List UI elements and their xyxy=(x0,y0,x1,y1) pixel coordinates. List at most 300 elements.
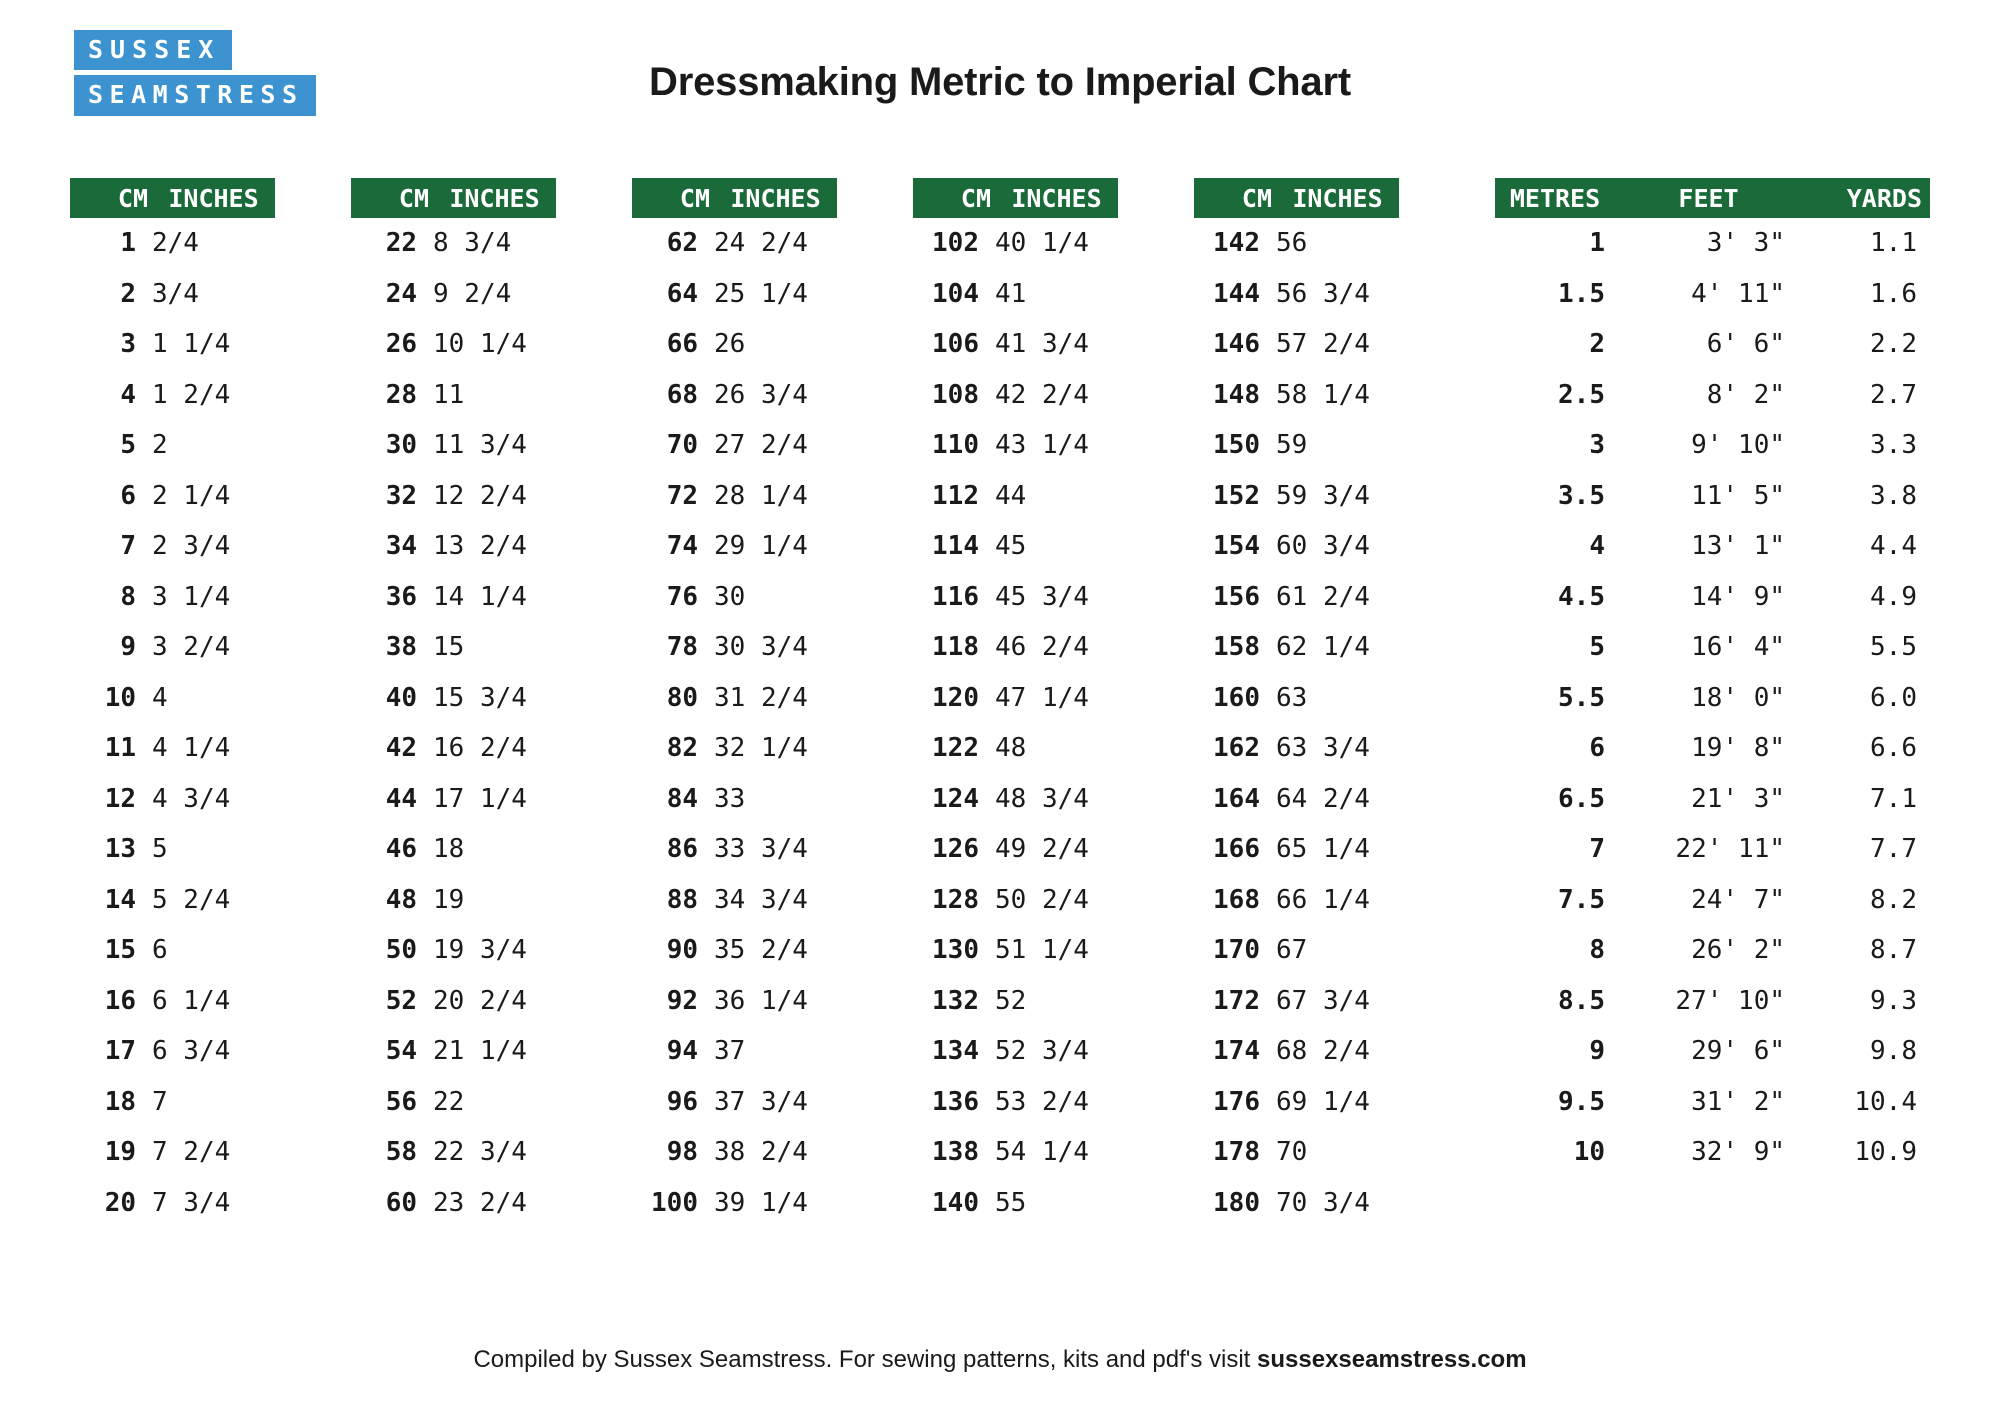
cell-inches: 3 2/4 xyxy=(152,632,231,662)
table-row xyxy=(351,976,632,1027)
cell-inches: 30 3/4 xyxy=(714,632,808,662)
cell-cm: 152 xyxy=(1213,480,1260,511)
cell-cm: 122 xyxy=(932,733,979,763)
page-title: Dressmaking Metric to Imperial Chart xyxy=(649,60,1351,104)
cell-cm: 76 xyxy=(666,581,698,612)
cell-inches: 19 xyxy=(433,884,465,915)
cell-inches: 49 2/4 xyxy=(995,834,1089,864)
cell-cm: 158 xyxy=(1213,632,1260,662)
cell-inches: 38 2/4 xyxy=(714,1137,808,1167)
cell-cm: 70 xyxy=(666,430,698,460)
cell-inches: 68 2/4 xyxy=(1276,1036,1370,1066)
cell-cm: 18 xyxy=(104,1086,136,1117)
footer-note xyxy=(0,1346,2000,1374)
cell-inches: 2 1/4 xyxy=(152,480,231,511)
cell-cm: 180 xyxy=(1213,1187,1260,1218)
table-row xyxy=(1495,420,1930,471)
cell-yards: 3.8 xyxy=(1870,480,1917,511)
cell-inches: 57 2/4 xyxy=(1276,329,1370,359)
table-row xyxy=(70,673,351,724)
header-inches: INCHES xyxy=(449,183,540,213)
cell-cm: 94 xyxy=(666,1036,698,1066)
cell-feet: 13' 1" xyxy=(1691,531,1785,561)
table-row xyxy=(632,824,913,875)
cell-yards: 7.1 xyxy=(1870,783,1917,814)
cell-inches: 1 1/4 xyxy=(152,329,231,359)
cell-metres: 10 xyxy=(1573,1137,1605,1167)
header-cm: CM xyxy=(679,183,710,213)
cell-inches: 6 1/4 xyxy=(152,985,231,1016)
cell-cm: 172 xyxy=(1213,985,1260,1016)
table-row xyxy=(351,471,632,522)
cell-inches: 56 3/4 xyxy=(1276,278,1370,309)
cell-inches: 34 3/4 xyxy=(714,884,808,915)
cell-inches: 52 xyxy=(995,985,1027,1016)
table-row xyxy=(1495,976,1930,1027)
cell-yards: 4.9 xyxy=(1870,581,1917,612)
table-row xyxy=(913,824,1194,875)
cell-inches: 50 2/4 xyxy=(995,884,1089,915)
table-row xyxy=(1194,673,1475,724)
cell-cm: 124 xyxy=(932,783,979,814)
cell-cm: 174 xyxy=(1213,1036,1260,1066)
cm-column-2 xyxy=(351,178,632,1228)
table-row xyxy=(1194,723,1475,774)
cell-metres: 9.5 xyxy=(1558,1086,1605,1117)
cell-cm: 134 xyxy=(932,1036,979,1066)
cell-cm: 144 xyxy=(1213,278,1260,309)
cell-cm: 46 xyxy=(385,834,417,864)
cell-metres: 8.5 xyxy=(1558,985,1605,1016)
cell-cm: 22 xyxy=(385,228,417,258)
cell-inches: 51 1/4 xyxy=(995,935,1089,965)
table-row xyxy=(632,319,913,370)
table-row xyxy=(1495,723,1930,774)
table-row xyxy=(632,572,913,623)
cell-inches: 46 2/4 xyxy=(995,632,1089,662)
cell-inches: 25 1/4 xyxy=(714,278,808,309)
cell-inches: 30 xyxy=(714,581,746,612)
cell-cm: 110 xyxy=(932,430,979,460)
table-row xyxy=(632,1026,913,1077)
cm-column-4-header xyxy=(913,178,1118,218)
cell-yards: 6.0 xyxy=(1870,682,1917,713)
cell-cm: 15 xyxy=(104,935,136,965)
cell-inches: 33 xyxy=(714,783,746,814)
cell-inches: 18 xyxy=(433,834,465,864)
cell-yards: 9.3 xyxy=(1870,985,1917,1016)
cell-cm: 164 xyxy=(1213,783,1260,814)
cell-cm: 82 xyxy=(666,733,698,763)
cell-metres: 3.5 xyxy=(1558,480,1605,511)
cell-cm: 140 xyxy=(932,1187,979,1218)
cell-cm: 166 xyxy=(1213,834,1260,864)
table-row xyxy=(70,1026,351,1077)
cm-column-3-header xyxy=(632,178,837,218)
cell-inches: 2 xyxy=(152,430,168,460)
cell-inches: 70 xyxy=(1276,1137,1308,1167)
cell-inches: 4 xyxy=(152,682,168,713)
table-row xyxy=(1495,774,1930,825)
cell-cm: 42 xyxy=(385,733,417,763)
table-row xyxy=(70,925,351,976)
header-inches: INCHES xyxy=(1011,183,1102,213)
table-row xyxy=(351,1127,632,1178)
cell-inches: 29 1/4 xyxy=(714,531,808,561)
cell-metres: 7.5 xyxy=(1558,884,1605,915)
cell-metres: 8 xyxy=(1589,935,1605,965)
table-row xyxy=(913,420,1194,471)
cell-inches: 48 3/4 xyxy=(995,783,1089,814)
table-row xyxy=(632,723,913,774)
table-row xyxy=(351,875,632,926)
cell-cm: 86 xyxy=(666,834,698,864)
cell-cm: 44 xyxy=(385,783,417,814)
cell-cm: 116 xyxy=(932,581,979,612)
cell-inches: 33 3/4 xyxy=(714,834,808,864)
cell-inches: 40 1/4 xyxy=(995,228,1089,258)
cell-inches: 37 3/4 xyxy=(714,1086,808,1117)
cell-yards: 2.7 xyxy=(1870,379,1917,410)
cell-cm: 176 xyxy=(1213,1086,1260,1117)
cell-cm: 118 xyxy=(932,632,979,662)
cell-cm: 28 xyxy=(385,379,417,410)
cell-inches: 24 2/4 xyxy=(714,228,808,258)
cell-cm: 84 xyxy=(666,783,698,814)
cell-inches: 14 1/4 xyxy=(433,581,527,612)
cell-metres: 6.5 xyxy=(1558,783,1605,814)
cell-cm: 160 xyxy=(1213,682,1260,713)
cell-inches: 39 1/4 xyxy=(714,1187,808,1218)
table-row xyxy=(1194,976,1475,1027)
cell-inches: 60 3/4 xyxy=(1276,531,1370,561)
cell-inches: 54 1/4 xyxy=(995,1137,1089,1167)
cell-metres: 5 xyxy=(1589,632,1605,662)
cell-metres: 4 xyxy=(1589,531,1605,561)
cell-metres: 4.5 xyxy=(1558,581,1605,612)
table-row xyxy=(351,622,632,673)
table-row xyxy=(1194,925,1475,976)
cell-cm: 52 xyxy=(385,985,417,1016)
table-row xyxy=(1495,471,1930,522)
cell-inches: 36 1/4 xyxy=(714,985,808,1016)
cell-cm: 26 xyxy=(385,329,417,359)
cell-inches: 61 2/4 xyxy=(1276,581,1370,612)
table-row xyxy=(913,875,1194,926)
cell-inches: 28 1/4 xyxy=(714,480,808,511)
header-inches: INCHES xyxy=(730,183,821,213)
cell-cm: 38 xyxy=(385,632,417,662)
table-row xyxy=(351,723,632,774)
table-row xyxy=(70,723,351,774)
cm-column-3 xyxy=(632,178,913,1228)
cell-cm: 3 xyxy=(120,329,136,359)
table-row xyxy=(632,976,913,1027)
cm-column-1-header xyxy=(70,178,275,218)
cell-cm: 100 xyxy=(651,1187,698,1218)
cell-cm: 1 xyxy=(120,228,136,258)
cell-metres: 9 xyxy=(1589,1036,1605,1066)
table-row xyxy=(1194,521,1475,572)
table-row xyxy=(351,824,632,875)
cell-inches: 17 1/4 xyxy=(433,783,527,814)
cell-feet: 26' 2" xyxy=(1691,935,1785,965)
cell-metres: 2 xyxy=(1589,329,1605,359)
cell-yards: 3.3 xyxy=(1870,430,1917,460)
table-row xyxy=(1495,875,1930,926)
header-inches: INCHES xyxy=(168,183,259,213)
cell-cm: 24 xyxy=(385,278,417,309)
table-row xyxy=(70,875,351,926)
cell-feet: 11' 5" xyxy=(1691,480,1785,511)
cell-inches: 58 1/4 xyxy=(1276,379,1370,410)
cell-inches: 32 1/4 xyxy=(714,733,808,763)
cell-metres: 5.5 xyxy=(1558,682,1605,713)
cell-cm: 5 xyxy=(120,430,136,460)
cell-inches: 15 3/4 xyxy=(433,682,527,713)
cell-inches: 2/4 xyxy=(152,228,199,258)
cell-feet: 22' 11" xyxy=(1675,834,1785,864)
cell-cm: 62 xyxy=(666,228,698,258)
table-row xyxy=(1495,925,1930,976)
cell-inches: 6 3/4 xyxy=(152,1036,231,1066)
table-row xyxy=(1194,1178,1475,1229)
table-row xyxy=(351,1178,632,1229)
cell-inches: 13 2/4 xyxy=(433,531,527,561)
cell-inches: 63 3/4 xyxy=(1276,733,1370,763)
cell-metres: 6 xyxy=(1589,733,1605,763)
cell-cm: 142 xyxy=(1213,228,1260,258)
cell-metres: 1 xyxy=(1589,228,1605,258)
cell-cm: 90 xyxy=(666,935,698,965)
cell-yards: 7.7 xyxy=(1870,834,1917,864)
cell-cm: 178 xyxy=(1213,1137,1260,1167)
cell-cm: 19 xyxy=(104,1137,136,1167)
cell-cm: 9 xyxy=(120,632,136,662)
cell-inches: 41 xyxy=(995,278,1027,309)
cell-cm: 8 xyxy=(120,581,136,612)
cell-cm: 108 xyxy=(932,379,979,410)
cell-cm: 98 xyxy=(666,1137,698,1167)
cell-cm: 120 xyxy=(932,682,979,713)
cell-inches: 31 2/4 xyxy=(714,682,808,713)
cell-inches: 27 2/4 xyxy=(714,430,808,460)
cell-inches: 1 2/4 xyxy=(152,379,231,410)
table-row xyxy=(1495,1127,1930,1178)
cell-inches: 20 2/4 xyxy=(433,985,527,1016)
cell-inches: 45 3/4 xyxy=(995,581,1089,612)
table-row xyxy=(1194,1077,1475,1128)
cell-cm: 14 xyxy=(104,884,136,915)
table-row xyxy=(351,925,632,976)
cell-inches: 7 2/4 xyxy=(152,1137,231,1167)
table-row xyxy=(70,218,351,269)
cm-column-1 xyxy=(70,178,351,1228)
metres-column xyxy=(1495,178,1930,1178)
cell-cm: 156 xyxy=(1213,581,1260,612)
cell-cm: 72 xyxy=(666,480,698,511)
footer-domain-link[interactable]: sussexseamstress.com xyxy=(1257,1346,1527,1373)
table-row xyxy=(913,572,1194,623)
cell-inches: 3/4 xyxy=(152,278,199,309)
cell-inches: 26 xyxy=(714,329,746,359)
cell-cm: 66 xyxy=(666,329,698,359)
cell-feet: 32' 9" xyxy=(1691,1137,1785,1167)
cell-inches: 65 1/4 xyxy=(1276,834,1370,864)
table-row xyxy=(632,1178,913,1229)
cell-cm: 48 xyxy=(385,884,417,915)
table-row xyxy=(70,824,351,875)
cell-inches: 56 xyxy=(1276,228,1308,258)
cell-metres: 1.5 xyxy=(1558,278,1605,309)
table-row xyxy=(1194,420,1475,471)
conversion-columns xyxy=(70,178,1930,1228)
table-row xyxy=(632,774,913,825)
table-row xyxy=(632,521,913,572)
table-row xyxy=(1194,774,1475,825)
cell-yards: 2.2 xyxy=(1870,329,1917,359)
cell-cm: 10 xyxy=(104,682,136,713)
cell-cm: 17 xyxy=(104,1036,136,1066)
cell-inches: 5 xyxy=(152,834,168,864)
cell-metres: 3 xyxy=(1589,430,1605,460)
cell-cm: 146 xyxy=(1213,329,1260,359)
cell-cm: 6 xyxy=(120,480,136,511)
cell-inches: 16 2/4 xyxy=(433,733,527,763)
cell-inches: 41 3/4 xyxy=(995,329,1089,359)
table-row xyxy=(351,370,632,421)
table-row xyxy=(913,471,1194,522)
table-row xyxy=(351,218,632,269)
cell-feet: 31' 2" xyxy=(1691,1086,1785,1117)
cell-yards: 4.4 xyxy=(1870,531,1917,561)
cell-cm: 74 xyxy=(666,531,698,561)
cell-cm: 150 xyxy=(1213,430,1260,460)
cell-yards: 1.1 xyxy=(1870,228,1917,258)
table-row xyxy=(70,521,351,572)
cell-cm: 170 xyxy=(1213,935,1260,965)
table-row xyxy=(351,1077,632,1128)
cell-inches: 3 1/4 xyxy=(152,581,231,612)
cell-inches: 19 3/4 xyxy=(433,935,527,965)
cell-cm: 50 xyxy=(385,935,417,965)
table-row xyxy=(1495,269,1930,320)
cell-inches: 37 xyxy=(714,1036,746,1066)
cell-inches: 59 3/4 xyxy=(1276,480,1370,511)
cell-cm: 88 xyxy=(666,884,698,915)
table-row xyxy=(351,269,632,320)
table-row xyxy=(1495,824,1930,875)
cell-inches: 64 2/4 xyxy=(1276,783,1370,814)
header-feet: FEET xyxy=(1678,183,1739,213)
table-row xyxy=(632,1127,913,1178)
table-row xyxy=(1495,218,1930,269)
logo-line-sussex: SUSSEX xyxy=(74,30,232,70)
cm-column-2-header xyxy=(351,178,556,218)
table-row xyxy=(70,572,351,623)
table-row xyxy=(632,673,913,724)
cell-feet: 29' 6" xyxy=(1691,1036,1785,1066)
header-inches: INCHES xyxy=(1292,183,1383,213)
cell-inches: 2 3/4 xyxy=(152,531,231,561)
table-row xyxy=(1495,1026,1930,1077)
cell-cm: 92 xyxy=(666,985,698,1016)
cm-column-5 xyxy=(1194,178,1475,1228)
cell-metres: 7 xyxy=(1589,834,1605,864)
header-yards: YARDS xyxy=(1846,183,1922,213)
cell-cm: 7 xyxy=(120,531,136,561)
table-row xyxy=(1194,269,1475,320)
table-row xyxy=(70,1127,351,1178)
table-row xyxy=(351,673,632,724)
cell-yards: 1.6 xyxy=(1870,278,1917,309)
footer-text: Compiled by Sussex Seamstress. For sewing patterns, kits and pdf's visit xyxy=(473,1346,1258,1373)
header-metres: METRES xyxy=(1509,183,1601,213)
cell-inches: 21 1/4 xyxy=(433,1036,527,1066)
table-row xyxy=(913,218,1194,269)
cell-yards: 6.6 xyxy=(1870,733,1917,763)
cell-cm: 20 xyxy=(104,1187,136,1218)
cell-inches: 10 1/4 xyxy=(433,329,527,359)
table-row xyxy=(70,370,351,421)
cell-inches: 7 3/4 xyxy=(152,1187,231,1218)
cell-inches: 11 3/4 xyxy=(433,430,527,460)
table-row xyxy=(632,622,913,673)
cell-cm: 154 xyxy=(1213,531,1260,561)
table-row xyxy=(913,774,1194,825)
cell-cm: 32 xyxy=(385,480,417,511)
cell-metres: 2.5 xyxy=(1558,379,1605,410)
cell-cm: 68 xyxy=(666,379,698,410)
cell-cm: 56 xyxy=(385,1086,417,1117)
cell-inches: 7 xyxy=(152,1086,168,1117)
cell-cm: 104 xyxy=(932,278,979,309)
cell-feet: 3' 3" xyxy=(1706,228,1785,258)
cell-cm: 30 xyxy=(385,430,417,460)
cell-inches: 11 xyxy=(433,379,465,410)
cell-cm: 96 xyxy=(666,1086,698,1117)
cell-cm: 78 xyxy=(666,632,698,662)
cell-inches: 9 2/4 xyxy=(433,278,512,309)
table-row xyxy=(632,1077,913,1128)
cell-inches: 48 xyxy=(995,733,1027,763)
cell-inches: 45 xyxy=(995,531,1027,561)
table-row xyxy=(351,572,632,623)
cell-yards: 8.2 xyxy=(1870,884,1917,915)
cell-inches: 6 xyxy=(152,935,168,965)
table-row xyxy=(70,1077,351,1128)
cell-cm: 148 xyxy=(1213,379,1260,410)
table-row xyxy=(913,269,1194,320)
cell-cm: 54 xyxy=(385,1036,417,1066)
table-row xyxy=(913,1178,1194,1229)
cell-cm: 16 xyxy=(104,985,136,1016)
cell-inches: 22 xyxy=(433,1086,465,1117)
table-row xyxy=(1194,875,1475,926)
header-cm: CM xyxy=(117,183,148,213)
cell-inches: 4 3/4 xyxy=(152,783,231,814)
cell-inches: 63 xyxy=(1276,682,1308,713)
cell-inches: 67 3/4 xyxy=(1276,985,1370,1016)
cell-inches: 12 2/4 xyxy=(433,480,527,511)
cell-cm: 13 xyxy=(104,834,136,864)
table-row xyxy=(913,521,1194,572)
table-row xyxy=(913,925,1194,976)
cell-inches: 47 1/4 xyxy=(995,682,1089,713)
cell-inches: 59 xyxy=(1276,430,1308,460)
cell-cm: 4 xyxy=(120,379,136,410)
cell-cm: 40 xyxy=(385,682,417,713)
